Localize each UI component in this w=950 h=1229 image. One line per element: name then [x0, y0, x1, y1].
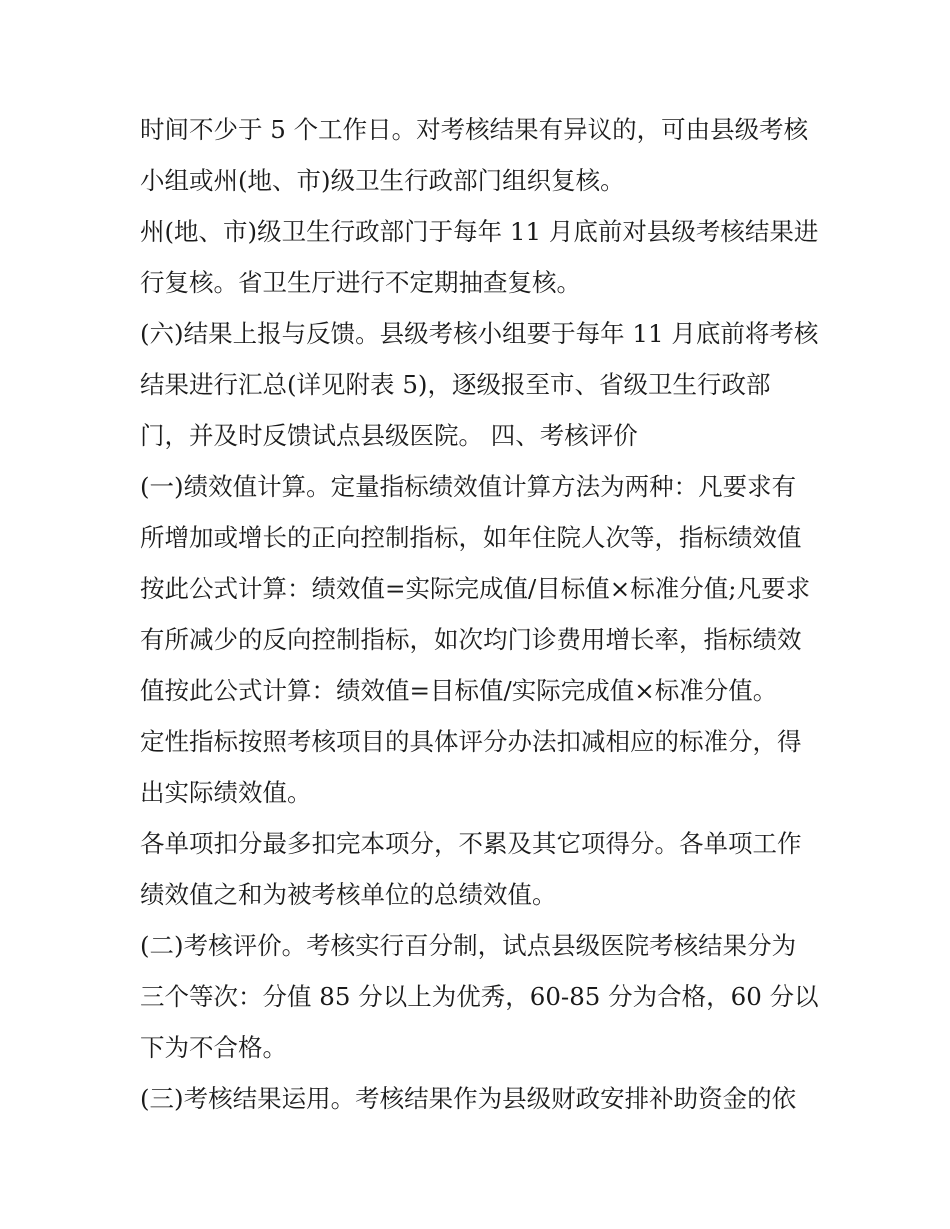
text-line: (三)考核结果运用。考核结果作为县级财政安排补助资金的依: [140, 1084, 797, 1113]
text-line: (二)考核评价。考核实行百分制，试点县级医院考核结果分为: [140, 931, 797, 960]
text-line: 门，并及时反馈试点县级医院。 四、考核评价: [140, 421, 638, 450]
text-line: 小组或州(地、市)级卫生行政部门组织复核。: [140, 166, 625, 195]
text-line: 州(地、市)级卫生行政部门于每年 11 月底前对县级考核结果进: [140, 217, 819, 246]
text-line: 出实际绩效值。: [140, 778, 312, 807]
text-line: 所增加或增长的正向控制指标，如年住院人次等，指标绩效值: [140, 523, 802, 552]
text-line: 按此公式计算：绩效值=实际完成值/目标值×标准分值;凡要求: [140, 574, 811, 603]
text-line: (六)结果上报与反馈。县级考核小组要于每年 11 月底前将考核: [140, 319, 819, 348]
text-line: 定性指标按照考核项目的具体评分办法扣减相应的标准分，得: [140, 727, 802, 756]
text-line: 行复核。省卫生厅进行不定期抽查复核。: [140, 268, 581, 297]
text-line: 结果进行汇总(详见附表 5)，逐级报至市、省级卫生行政部: [140, 370, 771, 399]
text-line: 绩效值之和为被考核单位的总绩效值。: [140, 880, 557, 909]
text-line: 值按此公式计算：绩效值=目标值/实际完成值×标准分值。: [140, 676, 778, 705]
document-body: [140, 108, 820, 1128]
text-line: 时间不少于 5 个工作日。对考核结果有异议的，可由县级考核: [140, 115, 809, 144]
text-line: 下为不合格。: [140, 1033, 287, 1062]
text-line: 各单项扣分最多扣完本项分，不累及其它项得分。各单项工作: [140, 829, 802, 858]
text-line: (一)绩效值计算。定量指标绩效值计算方法为两种：凡要求有: [140, 472, 797, 501]
text-line: 有所减少的反向控制指标，如次均门诊费用增长率，指标绩效: [140, 625, 802, 654]
text-line: 三个等次：分值 85 分以上为优秀，60-85 分为合格，60 分以: [140, 982, 819, 1011]
